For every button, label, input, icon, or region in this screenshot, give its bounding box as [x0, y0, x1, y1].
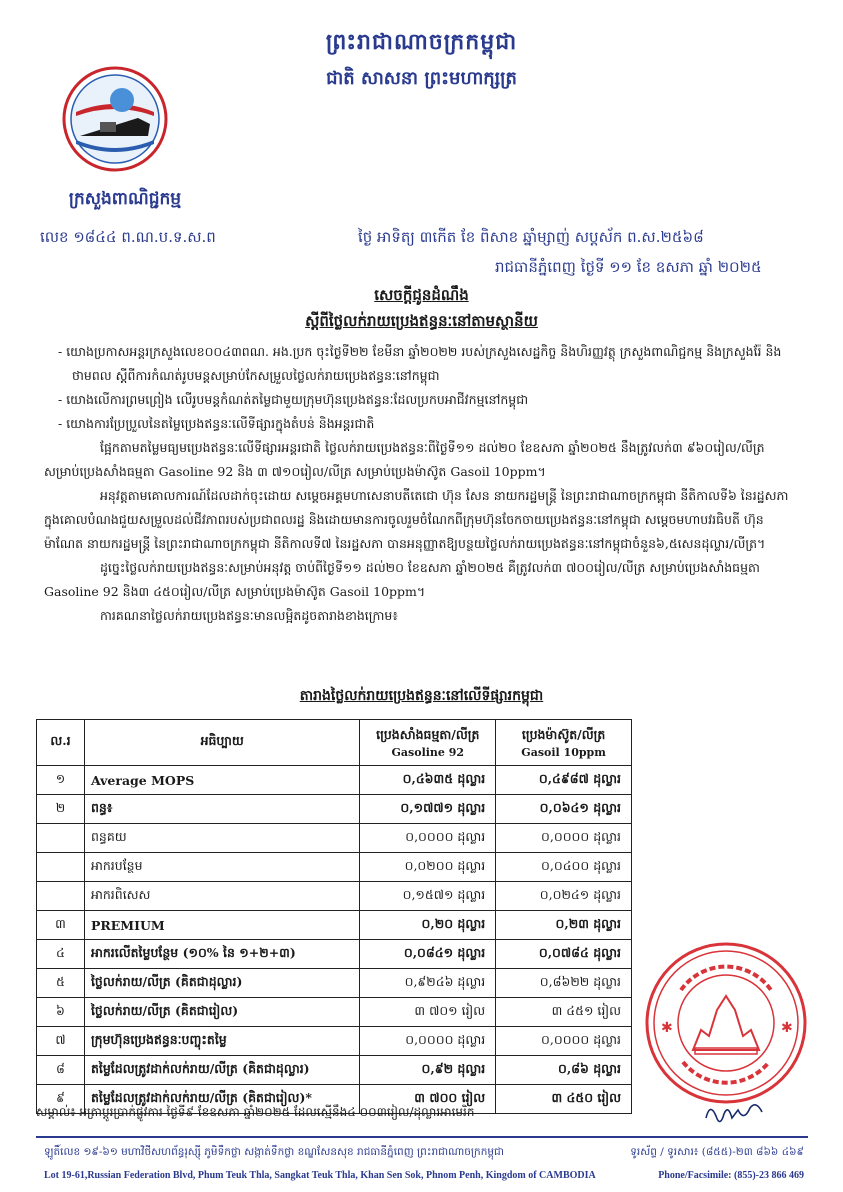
table-title: តារាងថ្លៃលក់រាយប្រេងឥន្ធនៈនៅលើទីផ្សារកម្ពុជា: [299, 688, 544, 704]
row-num: [37, 882, 85, 911]
row-gasoline: ០,៤៦៣៥ ដុល្លារ: [360, 766, 496, 795]
row-description: អាករលើតម្លៃបន្ថែម (១០% នៃ ១+២+៣): [84, 940, 359, 969]
footer-khmer: [44, 1146, 804, 1161]
lunar-date: ថ្ងៃ អាទិត្យ ៣កើត ខែ ពិសាខ ឆ្នាំម្សាញ់ សប្តស័ក ព.ស.២៥៦៨: [358, 228, 704, 246]
row-gasoil: ០,៤៩៨៧ ដុល្លារ: [496, 766, 632, 795]
row-gasoline: ០,១៥៧១ ដុល្លារ: [360, 882, 496, 911]
body-paragraph: ដូច្នេះថ្លៃលក់រាយប្រេងឥន្ធនៈសម្រាប់អនុវត្ត ចាប់ពីថ្ងៃទី១១ ដល់២០ ខែឧសភា ឆ្នាំ២០២៥ គឺត្រូវលក់៣ ៧០០រៀល/លីត្រ សម្រាប់ប្រេងសាំងធម្មតា Gasoline 92 និង៣ ៤៥០រៀល/លីត្រ សម្រាប់ប្រេងម៉ាស៊ូត Gasoil 10ppm។: [44, 560, 760, 599]
ministry-name: ក្រសួងពាណិជ្ជកម្ម: [68, 189, 182, 209]
body-paragraph: អនុវត្តតាមគោលការណ៍ដែលដាក់ចុះដោយ សម្តេចអគ្គមហាសេនាបតីតេជោ ហ៊ុន សែន នាយករដ្ឋមន្ត្រី នៃព្រះរាជាណាចក្រកម្ពុជា នីតិកាលទី៦ នៃរដ្ឋសភា ក្នុងគោលបំណងជួយសម្រួលដល់ជីវភាពរបស់ប្រជាពលរដ្ឋ និងដោយមានការចូលរួមចំណែកពីក្រុមហ៊ុនចែកចាយប្រេងឥន្ធនៈនៅកម្ពុជា សម្តេចមហាបវរធិបតី ហ៊ុន ម៉ាណែត នាយករដ្ឋមន្ត្រី នៃព្រះរាជាណាចក្រកម្ពុជា នីតិកាលទី៧ នៃរដ្ឋសភា បានអនុញ្ញាតឱ្យបន្ថយថ្លៃលក់រាយប្រេងឥន្ធនៈនៅកម្ពុជាចំនួន៦,៥សេនដុល្លារ/លីត្រ។: [44, 488, 789, 551]
row-gasoline: ០,២០ ដុល្លារ: [360, 911, 496, 940]
svg-text:✱: ✱: [661, 1020, 673, 1036]
row-num: ៩: [37, 1085, 85, 1114]
row-gasoline: ០,០០០០ ដុល្លារ: [360, 824, 496, 853]
table-row: [37, 911, 632, 940]
table-row: [37, 824, 632, 853]
table-row: [37, 795, 632, 824]
header-gasoil-sub: Gasoil 10ppm: [521, 745, 606, 759]
table-row: [37, 998, 632, 1027]
row-gasoil: ០,០០០០ ដុល្លារ: [496, 824, 632, 853]
row-description: Average MOPS: [84, 766, 359, 795]
row-description: ពន្ធគយ: [84, 824, 359, 853]
row-description: PREMIUM: [84, 911, 359, 940]
row-gasoline: ០,១៧៧១ ដុល្លារ: [360, 795, 496, 824]
table-row: [37, 1027, 632, 1056]
reference-number: លេខ ១៨៤៤ ព.ណ.ប.ទ.ស.ព: [40, 228, 216, 246]
row-gasoil: ០,០៧៨៤ ដុល្លារ: [496, 940, 632, 969]
header-gasoil-label: ប្រេងម៉ាស៊ូត/លីត្រ: [521, 726, 606, 742]
row-gasoline: ៣ ៧០១ រៀល: [360, 998, 496, 1027]
table-row: [37, 969, 632, 998]
document-subtitle: ស្តីពីថ្លៃលក់រាយប្រេងឥន្ធនៈនៅតាមស្ថានីយ: [305, 312, 538, 330]
footer-phone-en: Phone/Facsimile: (855)-23 866 469: [658, 1170, 804, 1181]
national-motto: ជាតិ សាសនា ព្រះមហាក្សត្រ: [326, 68, 517, 89]
row-gasoil: ០,០៤០០ ដុល្លារ: [496, 853, 632, 882]
official-seal: [643, 940, 809, 1106]
row-description: ពន្ធ៖: [84, 795, 359, 824]
table-row: [37, 1056, 632, 1085]
row-gasoline: ០,០២០០ ដុល្លារ: [360, 853, 496, 882]
row-gasoil: ០,០០០០ ដុល្លារ: [496, 1027, 632, 1056]
row-num: ៧: [37, 1027, 85, 1056]
row-description: ក្រុមហ៊ុនប្រេងឥន្ធនៈបញ្ចុះតម្លៃ: [84, 1027, 359, 1056]
row-description: ថ្លៃលក់រាយ/លីត្រ (គិតជាដុល្លារ): [84, 969, 359, 998]
signature: [700, 1096, 770, 1134]
row-description: តម្លៃដែលត្រូវដាក់លក់រាយ/លីត្រ (គិតជារៀល)*: [84, 1085, 359, 1114]
header-gasoline: [360, 720, 496, 766]
row-gasoil: ០,៨៦២២ ដុល្លារ: [496, 969, 632, 998]
table-row: [37, 940, 632, 969]
row-num: ១: [37, 766, 85, 795]
row-num: ៤: [37, 940, 85, 969]
row-num: ៥: [37, 969, 85, 998]
row-gasoil: ០,២៣ ដុល្លារ: [496, 911, 632, 940]
footer-phone-km: ទូរស័ព្ទ / ទូរសារ៖ (៨៥៥)-២៣ ៨៦៦ ៤៦៩: [630, 1146, 804, 1158]
header-description: អធិប្បាយ: [84, 720, 359, 766]
document-title: សេចក្តីជូនដំណឹង: [374, 286, 469, 304]
row-gasoline: ០,០៨៤១ ដុល្លារ: [360, 940, 496, 969]
row-description: ថ្លៃលក់រាយ/លីត្រ (គិតជារៀល): [84, 998, 359, 1027]
row-num: ៨: [37, 1056, 85, 1085]
row-gasoil: ០,០២៤១ ដុល្លារ: [496, 882, 632, 911]
document-body: [44, 340, 804, 628]
row-gasoil: ០,០៦៤១ ដុល្លារ: [496, 795, 632, 824]
row-num: ៣: [37, 911, 85, 940]
body-paragraph: ការគណនាថ្លៃលក់រាយប្រេងឥន្ធនៈមានលម្អិតដូចតារាងខាងក្រោម៖: [100, 608, 398, 623]
row-gasoline: ០,៩២ ដុល្លារ: [360, 1056, 496, 1085]
row-num: [37, 824, 85, 853]
footer-divider: [36, 1136, 808, 1138]
row-gasoline: ០,០០០០ ដុល្លារ: [360, 1027, 496, 1056]
table-row: [37, 882, 632, 911]
row-num: ២: [37, 795, 85, 824]
header-gasoil: [496, 720, 632, 766]
row-gasoline: ០,៩២៤៦ ដុល្លារ: [360, 969, 496, 998]
exchange-rate-note: សម្គាល់៖ អត្រាប្តូរប្រាក់ផ្លូវការ ថ្ងៃទី៩ ខែឧសភា ឆ្នាំ២០២៥ ដែលស្មើនឹង៤ ០០៣រៀល/ដុល្លារអាមេរិក: [36, 1105, 475, 1119]
table-row: [37, 853, 632, 882]
reference-bullet: - យោងការប្រែប្រួលនៃតម្លៃប្រេងឥន្ធនៈលើទីផ្សារក្នុងតំបន់ និងអន្តរជាតិ: [58, 416, 375, 431]
row-gasoil: ៣ ៤៥០ រៀល: [496, 1085, 632, 1114]
reference-bullet: - យោងលើការព្រមព្រៀង លើរូបមន្តកំណត់តម្លៃជាមួយក្រុមហ៊ុនប្រេងឥន្ធនៈដែលប្រកបអាជីវកម្មនៅកម្ពុជា: [58, 392, 529, 407]
header-num: ល.រ: [37, 720, 85, 766]
ministry-logo: [62, 66, 168, 172]
row-description: អាករពិសេស: [84, 882, 359, 911]
row-description: អាករបន្ថែម: [84, 853, 359, 882]
header-gasoline-sub: Gasoline 92: [391, 745, 465, 759]
kingdom-name: ព្រះរាជាណាចក្រកម្ពុជា: [325, 29, 518, 55]
fuel-price-table: [36, 719, 632, 1114]
footer-address-en: Lot 19-61,Russian Federation Blvd, Phum Teuk Thla, Sangkat Teuk Thla, Khan Sen Sok, Phnom Penh, Kingdom of CAMBODIA: [44, 1170, 596, 1181]
reference-bullet: - យោងប្រកាសអន្តរក្រសួងលេខ០០៤៣ពណ. អង.ប្រក ចុះថ្ងៃទី២២ ខែមីនា ឆ្នាំ២០២២ របស់ក្រសួងសេដ្ឋកិច្ច និងហិរញ្ញវត្ថុ ក្រសួងពាណិជ្ជកម្ម និងក្រសួងរ៉ែ និងថាមពល ស្តីពីការកំណត់រូបមន្តសម្រាប់កែសម្រួលថ្លៃលក់រាយប្រេងឥន្ធនៈនៅកម្ពុជា: [58, 344, 782, 383]
solar-date: រាជធានីភ្នំពេញ ថ្ងៃទី ១១ ខែ ឧសភា ឆ្នាំ ២០២៥: [495, 258, 762, 276]
header-gasoline-label: ប្រេងសាំងធម្មតា/លីត្រ: [376, 726, 480, 742]
row-num: ៦: [37, 998, 85, 1027]
table-header-row: [37, 720, 632, 766]
row-description: តម្លៃដែលត្រូវដាក់លក់រាយ/លីត្រ (គិតជាដុល្លារ): [84, 1056, 359, 1085]
footer-address-km: ឡូតិ៍លេខ ១៩-៦១ មហាវិថីសហព័ន្ធរុស្ស៊ី ភូមិទឹកថ្លា សង្កាត់ទឹកថ្លា ខណ្ឌសែនសុខ រាជធានីភ្នំពេញ ព្រះរាជាណាចក្រកម្ពុជា: [44, 1146, 505, 1158]
row-num: [37, 853, 85, 882]
svg-text:✱: ✱: [781, 1020, 793, 1036]
row-gasoil: ០,៨៦ ដុល្លារ: [496, 1056, 632, 1085]
row-gasoline: ៣ ៧០០ រៀល: [360, 1085, 496, 1114]
row-gasoil: ៣ ៤៥១ រៀល: [496, 998, 632, 1027]
table-row: [37, 766, 632, 795]
footer-english: [44, 1170, 804, 1181]
body-paragraph: ផ្អែកតាមតម្លៃមធ្យមប្រេងឥន្ធនៈលើទីផ្សារអន្តរជាតិ ថ្លៃលក់រាយប្រេងឥន្ធនៈពីថ្ងៃទី១១ ដល់២០ ខែឧសភា ឆ្នាំ២០២៥ នឹងត្រូវលក់៣ ៩៦០រៀល/លីត្រ សម្រាប់ប្រេងសាំងធម្មតា Gasoline 92 និង ៣ ៧១០រៀល/លីត្រ សម្រាប់ប្រេងម៉ាស៊ូត Gasoil 10ppm។: [44, 440, 765, 479]
